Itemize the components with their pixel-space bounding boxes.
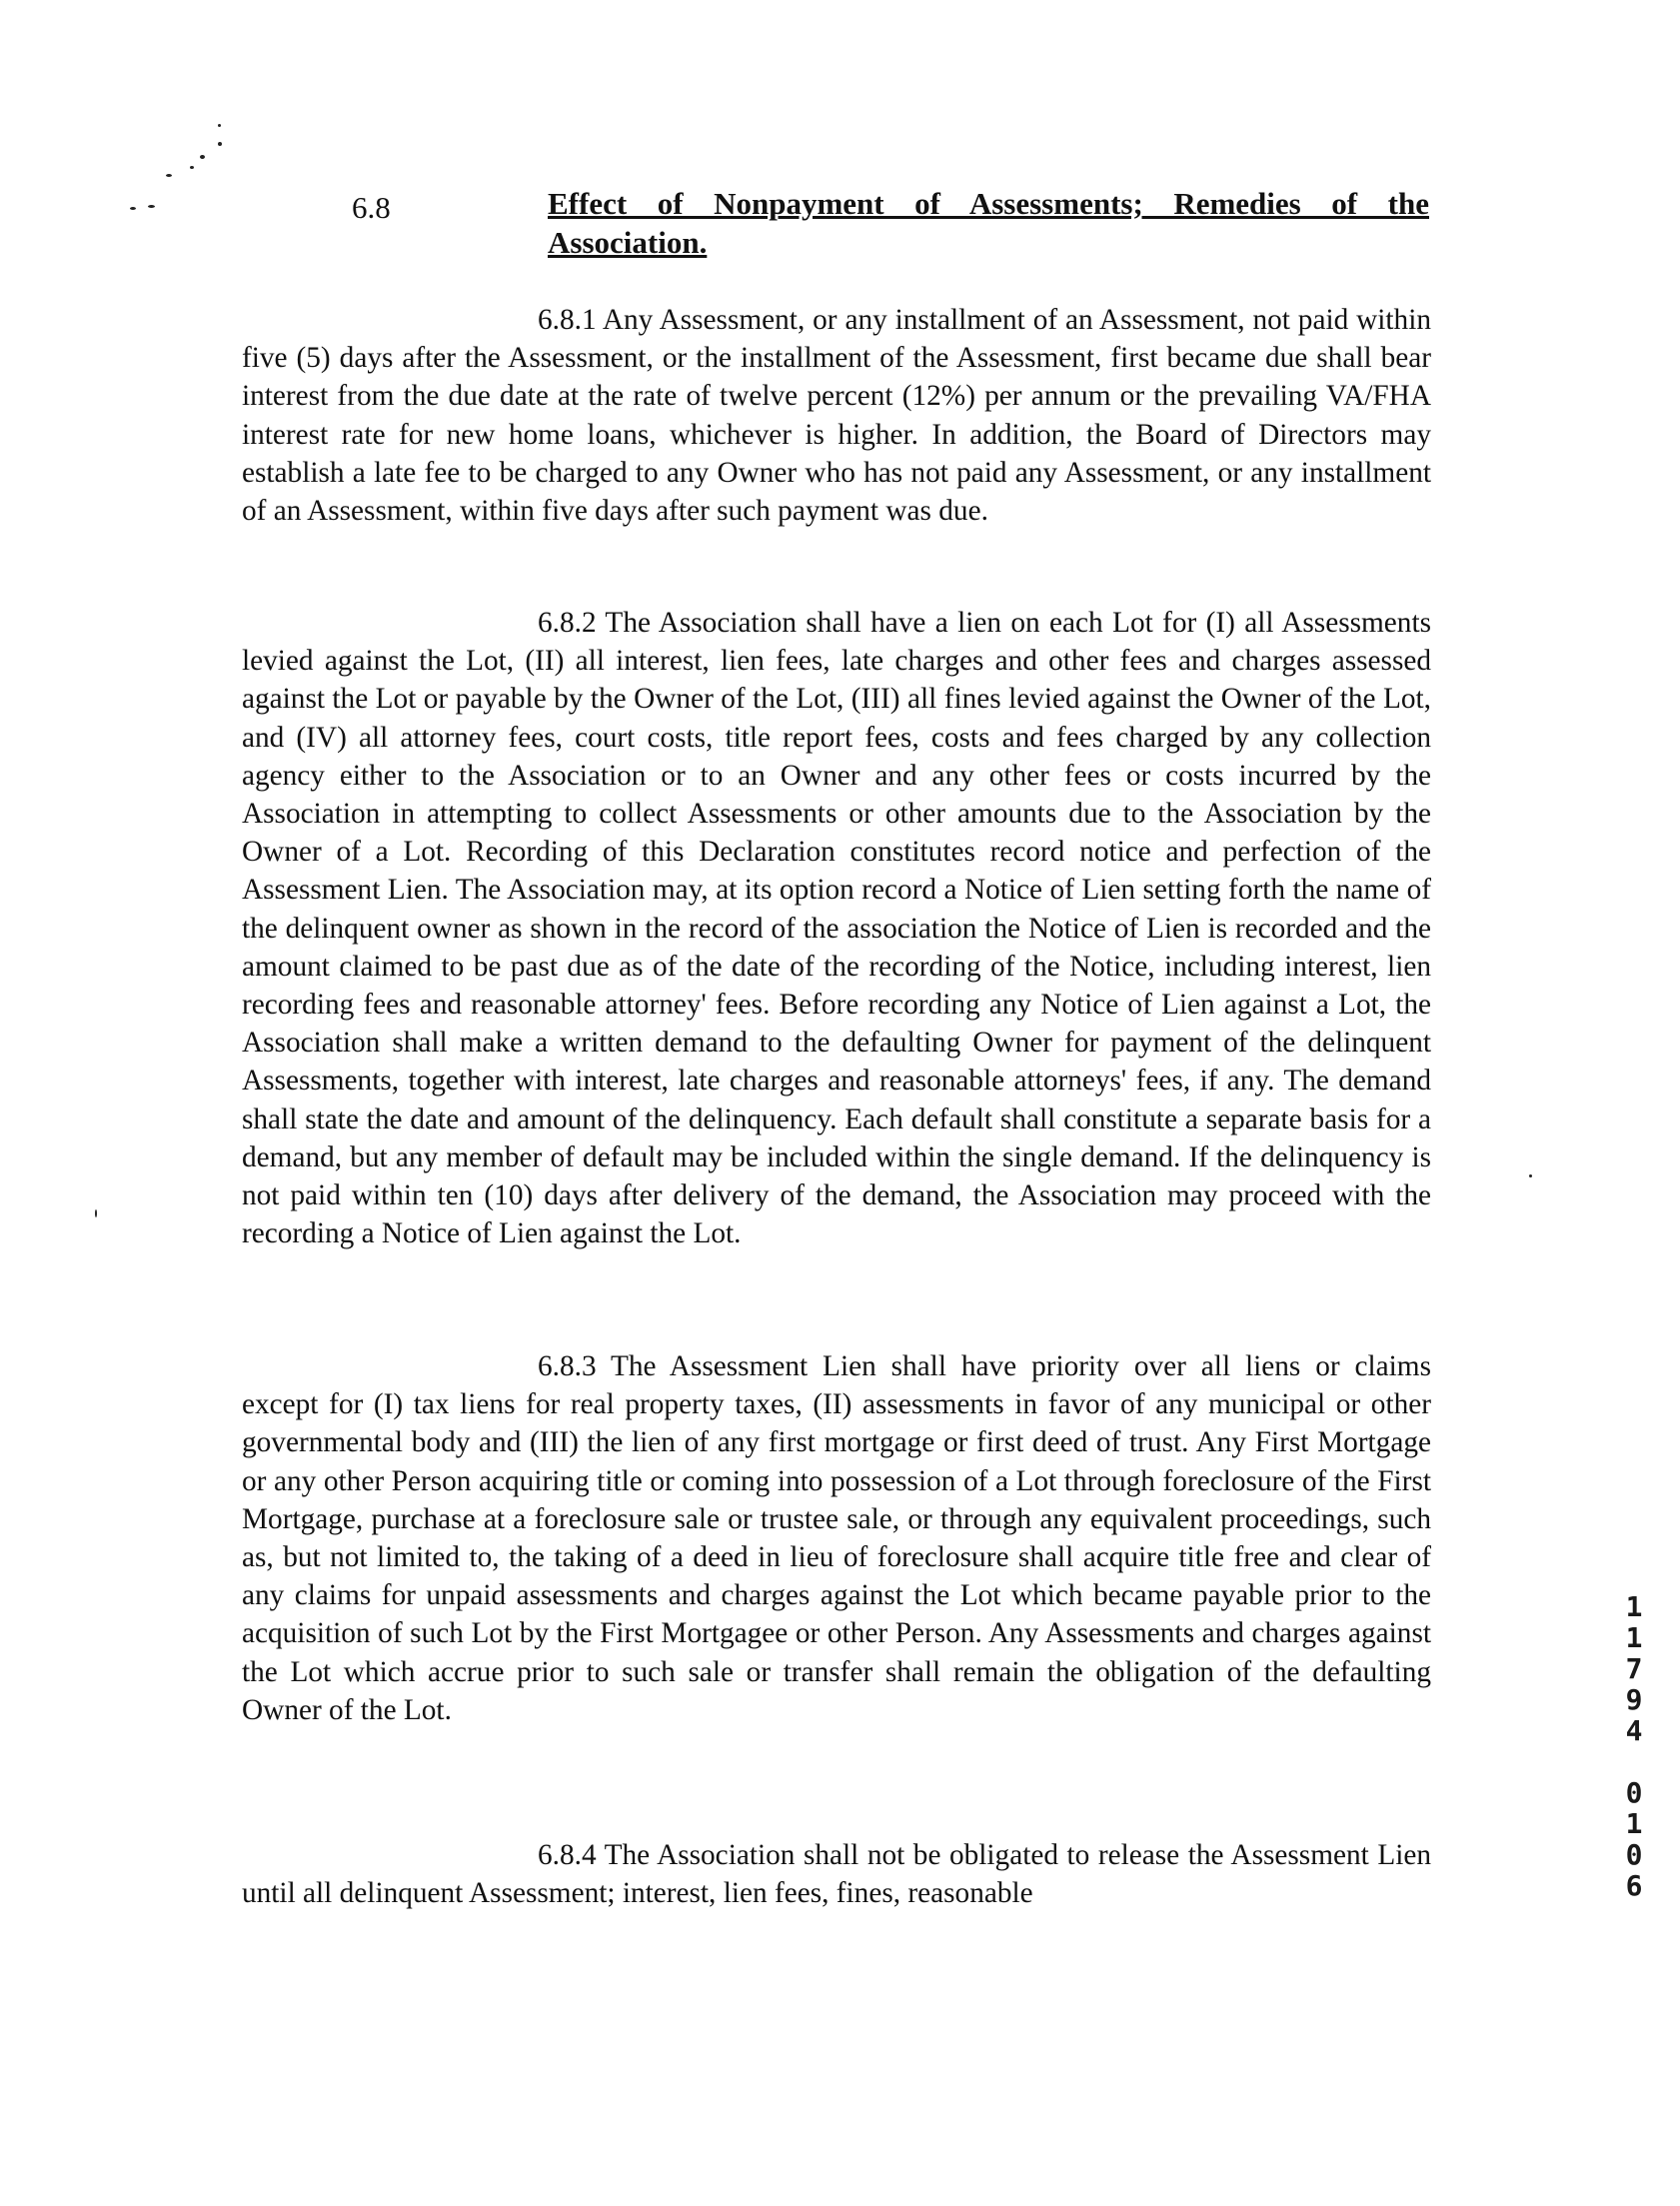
- stamp-gap: [1619, 1746, 1649, 1777]
- scan-speck: [200, 155, 205, 159]
- scan-speck: [218, 124, 221, 127]
- scan-speck: [166, 174, 172, 177]
- scan-speck: [148, 205, 155, 208]
- section-heading: [548, 184, 1429, 262]
- stamp-digit: 7: [1625, 1652, 1643, 1685]
- paragraph-text: The Assessment Lien shall have priority over all liens or claims except for (I) tax liens for real property taxes, (II) assessments in favor of any municipal or other governmental body and (III) the lien of any first mortgage or first deed of trust. Any First Mortgage or any other Person acquiring title or coming into possession of a Lot through foreclosure of the First Mortgage, purchase at a foreclosure sale or trustee sale, or through any equivalent proceedings, such as, but not limited to, the taking of a deed in lieu of foreclosure shall acquire title free and clear of any claims for unpaid assessments and charges against the Lot which became payable prior to the acquisition of such Lot by the First Mortgagee or other Person. Any Assessments and charges against the Lot which accrue prior to such sale or transfer shall remain the obligation of the defaulting Owner of the Lot.: [242, 1350, 1431, 1726]
- paragraph-number: 6.8.1: [538, 304, 597, 336]
- paragraph-6-8-4: [242, 1836, 1431, 1912]
- paragraph-6-8-1: [242, 301, 1431, 530]
- stamp-digit: 4: [1625, 1714, 1643, 1747]
- paragraph-6-8-3: [242, 1347, 1431, 1729]
- paragraph-text: The Association shall have a lien on each Lot for (I) all Assessments levied against the Lot, (II) all interest, lien fees, late charges and other fees and charges assessed against the Lot or payable by the Owner of the Lot, (III) all fines levied against the Owner of the Lot, and (IV) all attorney fees, court costs, title report fees, costs and fees charged by any collection agency either to the Association or to an Owner and any other fees or costs incurred by the Association in attempting to collect Assessments or other amounts due to the Association by the Owner of a Lot. Recording of this Declaration constitutes record notice and perfection of the Assessment Lien. The Association may, at its option record a Notice of Lien setting forth the name of the delinquent owner as shown in the record of the association the Notice of Lien is recorded and the amount claimed to be past due as of the date of the recording of the Notice, including interest, lien recording fees and reasonable attorney' fees. Before recording any Notice of Lien against a Lot, the Association shall make a written demand to the defaulting Owner for payment of the delinquent Assessments, together with interest, late charges and reasonable attorneys' fees, if any. The demand shall state the date and amount of the delinquency. Each default shall constitute a separate basis for a demand, but any member of default may be included within the single demand. If the delinquency is not paid within ten (10) days after delivery of the demand, the Association may proceed with the recording a Notice of Lien against the Lot.: [242, 607, 1431, 1250]
- scan-speck: [190, 166, 194, 169]
- stamp-digit: 1: [1625, 1621, 1643, 1654]
- margin-stamp-number: [1619, 1591, 1649, 1901]
- scan-speck: [95, 1209, 97, 1217]
- scan-speck: [1529, 1174, 1532, 1177]
- section-heading-line2: Association.: [548, 225, 708, 260]
- stamp-digit: 1: [1625, 1590, 1643, 1623]
- paragraph-number: 6.8.4: [538, 1839, 597, 1871]
- paragraph-number: 6.8.2: [538, 607, 597, 639]
- paragraph-number: 6.8.3: [538, 1350, 597, 1382]
- scan-speck: [218, 142, 222, 146]
- section-number: 6.8: [352, 190, 391, 225]
- paragraph-text: The Association shall not be obligated to release the Assessment Lien until all delinquent Assessment; interest, lien fees, fines, reasonable: [242, 1839, 1432, 1910]
- stamp-digit: 9: [1625, 1683, 1643, 1716]
- paragraph-text: Any Assessment, or any installment of an Assessment, not paid within five (5) days after the Assessment, or the installment of the Assessment, first became due shall bear interest from the due date at the rate of twelve percent (12%) per annum or the prevailing VA/FHA interest rate for new home loans, whichever is higher. In addition, the Board of Directors may establish a late fee to be charged to any Owner who has not paid any Assessment, or any installment of an Assessment, within five days after such payment was due.: [242, 304, 1431, 528]
- scan-speck: [130, 207, 136, 210]
- stamp-digit: 0: [1625, 1776, 1643, 1809]
- stamp-digit: 6: [1625, 1869, 1643, 1902]
- section-heading-line1: Effect of Nonpayment of Assessments; Remedies of the: [548, 186, 1429, 221]
- paragraph-6-8-2: [242, 604, 1431, 1252]
- stamp-digit: 1: [1625, 1807, 1643, 1840]
- stamp-digit: 0: [1625, 1838, 1643, 1871]
